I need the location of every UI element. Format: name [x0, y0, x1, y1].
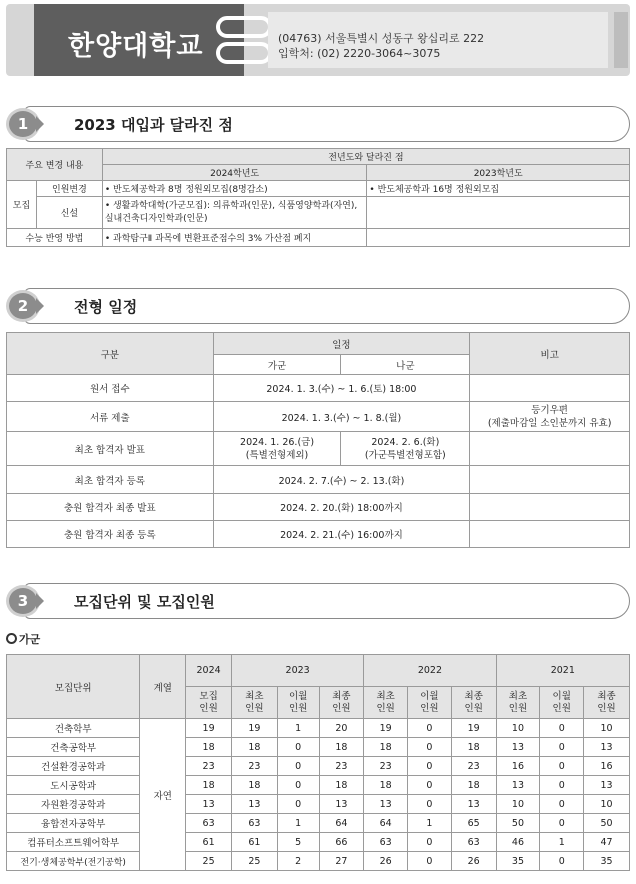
sub-header: 최초 인원 [232, 687, 278, 719]
col-header: 나군 [341, 355, 470, 375]
header-tab [614, 12, 628, 68]
table-row [7, 757, 630, 776]
table-row [7, 375, 630, 402]
unit-name: 자원환경공학과 [7, 795, 140, 814]
count-cell: 63 [364, 833, 408, 852]
count-cell: 13 [451, 795, 496, 814]
count-cell: 26 [451, 852, 496, 871]
col-header: 2024학년도 [102, 165, 367, 181]
count-cell: 10 [496, 719, 540, 738]
table-row [7, 181, 630, 197]
section-number: 2 [6, 290, 40, 322]
sub-header: 최종 인원 [451, 687, 496, 719]
sub-header: 이월 인원 [540, 687, 584, 719]
unit-name: 컴퓨터소프트웨어학부 [7, 833, 140, 852]
count-cell: 0 [540, 814, 584, 833]
count-cell: 0 [408, 795, 452, 814]
unit-name: 융합전자공학부 [7, 814, 140, 833]
count-cell: 18 [319, 738, 364, 757]
row-label: 충원 합격자 최종 발표 [7, 494, 214, 521]
table-row [7, 814, 630, 833]
count-cell: 66 [319, 833, 364, 852]
count-cell: 18 [364, 776, 408, 795]
row-label: 신설 [36, 197, 102, 229]
section-number: 1 [6, 108, 40, 140]
count-cell: 0 [277, 738, 319, 757]
count-cell: 18 [232, 738, 278, 757]
count-cell: 0 [408, 776, 452, 795]
university-name: 한양대학교 [68, 31, 204, 62]
count-cell: 0 [540, 776, 584, 795]
count-cell: 25 [186, 852, 232, 871]
col-header: 2023학년도 [367, 165, 630, 181]
row-label: 최초 합격자 등록 [7, 466, 214, 494]
cell: 2024. 2. 21.(수) 16:00까지 [213, 521, 470, 548]
count-cell: 13 [496, 738, 540, 757]
table-row [7, 466, 630, 494]
count-cell: 0 [540, 852, 584, 871]
cell [470, 375, 630, 402]
count-cell: 13 [364, 795, 408, 814]
sub-header: 최종 인원 [319, 687, 364, 719]
count-cell: 26 [364, 852, 408, 871]
unit-name: 도시공학과 [7, 776, 140, 795]
count-cell: 0 [540, 795, 584, 814]
count-cell: 18 [319, 776, 364, 795]
count-cell: 35 [496, 852, 540, 871]
count-cell: 1 [408, 814, 452, 833]
sub-header: 최초 인원 [496, 687, 540, 719]
count-cell: 13 [232, 795, 278, 814]
count-cell: 47 [584, 833, 630, 852]
recruitment-table-body [7, 719, 630, 871]
cell: • 생활과학대학(가군모집): 의류학과(인문), 식품영양학과(자연), 실내건축디자인학과(인문) [102, 197, 367, 229]
cell: 등기우편 (제출마감일 소인분까지 유효) [470, 402, 630, 432]
count-cell: 1 [277, 814, 319, 833]
count-cell: 25 [232, 852, 278, 871]
group-label-text: 가군 [19, 633, 41, 646]
year-header: 2023 [232, 655, 364, 687]
count-cell: 63 [451, 833, 496, 852]
col-header: 계열 [140, 655, 186, 719]
cell: • 과학탐구Ⅱ 과목에 변환표준점수의 3% 가산점 폐지 [102, 229, 367, 247]
count-cell: 0 [408, 833, 452, 852]
section-title: 2023 대입과 달라진 점 [74, 116, 233, 134]
schedule-table [6, 332, 630, 548]
count-cell: 63 [232, 814, 278, 833]
col-header: 비고 [470, 333, 630, 375]
unit-name: 건축공학부 [7, 738, 140, 757]
row-group-label: 모집 [7, 181, 37, 229]
count-cell: 19 [232, 719, 278, 738]
col-header: 구분 [7, 333, 214, 375]
cell [470, 432, 630, 466]
col-header: 일정 [213, 333, 470, 355]
sub-header: 이월 인원 [408, 687, 452, 719]
arrow-icon [36, 593, 44, 609]
count-cell: 13 [186, 795, 232, 814]
row-label: 최초 합격자 발표 [7, 432, 214, 466]
col-header: 가군 [213, 355, 341, 375]
count-cell: 63 [186, 814, 232, 833]
count-cell: 23 [232, 757, 278, 776]
count-cell: 1 [540, 833, 584, 852]
table-row [7, 432, 630, 466]
count-cell: 0 [277, 776, 319, 795]
section-title: 모집단위 및 모집인원 [74, 593, 215, 611]
count-cell: 50 [496, 814, 540, 833]
count-cell: 5 [277, 833, 319, 852]
count-cell: 19 [451, 719, 496, 738]
count-cell: 0 [540, 757, 584, 776]
unit-name: 건축학부 [7, 719, 140, 738]
col-header: 전년도와 달라진 점 [102, 149, 629, 165]
count-cell: 10 [584, 719, 630, 738]
table-row [7, 402, 630, 432]
row-label: 충원 합격자 최종 등록 [7, 521, 214, 548]
count-cell: 13 [584, 738, 630, 757]
year-header: 2024 [186, 655, 232, 687]
count-cell: 23 [364, 757, 408, 776]
count-cell: 18 [364, 738, 408, 757]
count-cell: 10 [584, 795, 630, 814]
count-cell: 27 [319, 852, 364, 871]
arrow-icon [36, 116, 44, 132]
table-row [7, 795, 630, 814]
count-cell: 50 [584, 814, 630, 833]
changes-table [6, 148, 630, 247]
phone: 입학처: (02) 2220-3064~3075 [278, 47, 441, 60]
table-row [7, 229, 630, 247]
count-cell: 19 [364, 719, 408, 738]
unit-name: 건설환경공학과 [7, 757, 140, 776]
cell [470, 466, 630, 494]
sub-header: 최초 인원 [364, 687, 408, 719]
count-cell: 1 [277, 719, 319, 738]
binder-clip-icon [216, 16, 272, 38]
section-1-header [6, 106, 630, 142]
count-cell: 0 [540, 719, 584, 738]
count-cell: 18 [451, 738, 496, 757]
cell: 2024. 1. 26.(금) (특별전형제외) [213, 432, 341, 466]
sub-header: 이월 인원 [277, 687, 319, 719]
count-cell: 2 [277, 852, 319, 871]
cell: 2024. 2. 20.(화) 18:00까지 [213, 494, 470, 521]
section-3-header [6, 583, 630, 619]
row-label: 수능 반영 방법 [7, 229, 103, 247]
section-title: 전형 일정 [74, 298, 138, 316]
table-row [7, 776, 630, 795]
count-cell: 0 [277, 795, 319, 814]
row-label: 원서 접수 [7, 375, 214, 402]
count-cell: 61 [232, 833, 278, 852]
col-header: 모집단위 [7, 655, 140, 719]
track-label: 자연 [140, 719, 186, 871]
unit-name: 전기·생체공학부(전기공학) [7, 852, 140, 871]
recruitment-table [6, 654, 630, 871]
count-cell: 10 [496, 795, 540, 814]
cell: • 반도체공학과 16명 정원외모집 [367, 181, 630, 197]
count-cell: 20 [319, 719, 364, 738]
row-label: 서류 제출 [7, 402, 214, 432]
table-row [7, 719, 630, 738]
count-cell: 35 [584, 852, 630, 871]
year-header: 2022 [364, 655, 496, 687]
count-cell: 13 [319, 795, 364, 814]
contact-info [278, 31, 484, 61]
group-label [6, 631, 40, 647]
count-cell: 65 [451, 814, 496, 833]
circle-arrow-icon [6, 633, 17, 644]
table-row [7, 738, 630, 757]
table-row [7, 494, 630, 521]
count-cell: 19 [186, 719, 232, 738]
table-row [7, 852, 630, 871]
count-cell: 0 [408, 719, 452, 738]
count-cell: 46 [496, 833, 540, 852]
count-cell: 18 [232, 776, 278, 795]
table-row [7, 833, 630, 852]
col-header: 주요 변경 내용 [7, 149, 103, 181]
count-cell: 23 [186, 757, 232, 776]
sub-header: 최종 인원 [584, 687, 630, 719]
table-row [7, 197, 630, 229]
count-cell: 64 [364, 814, 408, 833]
row-label: 인원변경 [36, 181, 102, 197]
section-number: 3 [6, 585, 40, 617]
section-2-header [6, 288, 630, 324]
cell [470, 494, 630, 521]
header-banner [6, 4, 630, 76]
cell [367, 197, 630, 229]
cell: • 반도체공학과 8명 정원외모집(8명감소) [102, 181, 367, 197]
count-cell: 0 [408, 757, 452, 776]
year-header: 2021 [496, 655, 629, 687]
count-cell: 18 [186, 776, 232, 795]
binder-clip-icon [216, 42, 272, 64]
address: (04763) 서울특별시 성동구 왕십리로 222 [278, 32, 485, 45]
count-cell: 18 [186, 738, 232, 757]
arrow-icon [36, 298, 44, 314]
cell: 2024. 1. 3.(수) ~ 1. 6.(토) 18:00 [213, 375, 470, 402]
count-cell: 0 [408, 852, 452, 871]
count-cell: 18 [451, 776, 496, 795]
cell: 2024. 2. 7.(수) ~ 2. 13.(화) [213, 466, 470, 494]
count-cell: 0 [540, 738, 584, 757]
count-cell: 16 [496, 757, 540, 776]
count-cell: 13 [496, 776, 540, 795]
cell: 2024. 1. 3.(수) ~ 1. 8.(월) [213, 402, 470, 432]
count-cell: 0 [277, 757, 319, 776]
count-cell: 64 [319, 814, 364, 833]
count-cell: 0 [408, 738, 452, 757]
count-cell: 23 [451, 757, 496, 776]
count-cell: 13 [584, 776, 630, 795]
cell: 2024. 2. 6.(화) (가군특별전형포함) [341, 432, 470, 466]
table-row [7, 521, 630, 548]
cell [367, 229, 630, 247]
count-cell: 61 [186, 833, 232, 852]
count-cell: 23 [319, 757, 364, 776]
sub-header: 모집 인원 [186, 687, 232, 719]
cell [470, 521, 630, 548]
count-cell: 16 [584, 757, 630, 776]
